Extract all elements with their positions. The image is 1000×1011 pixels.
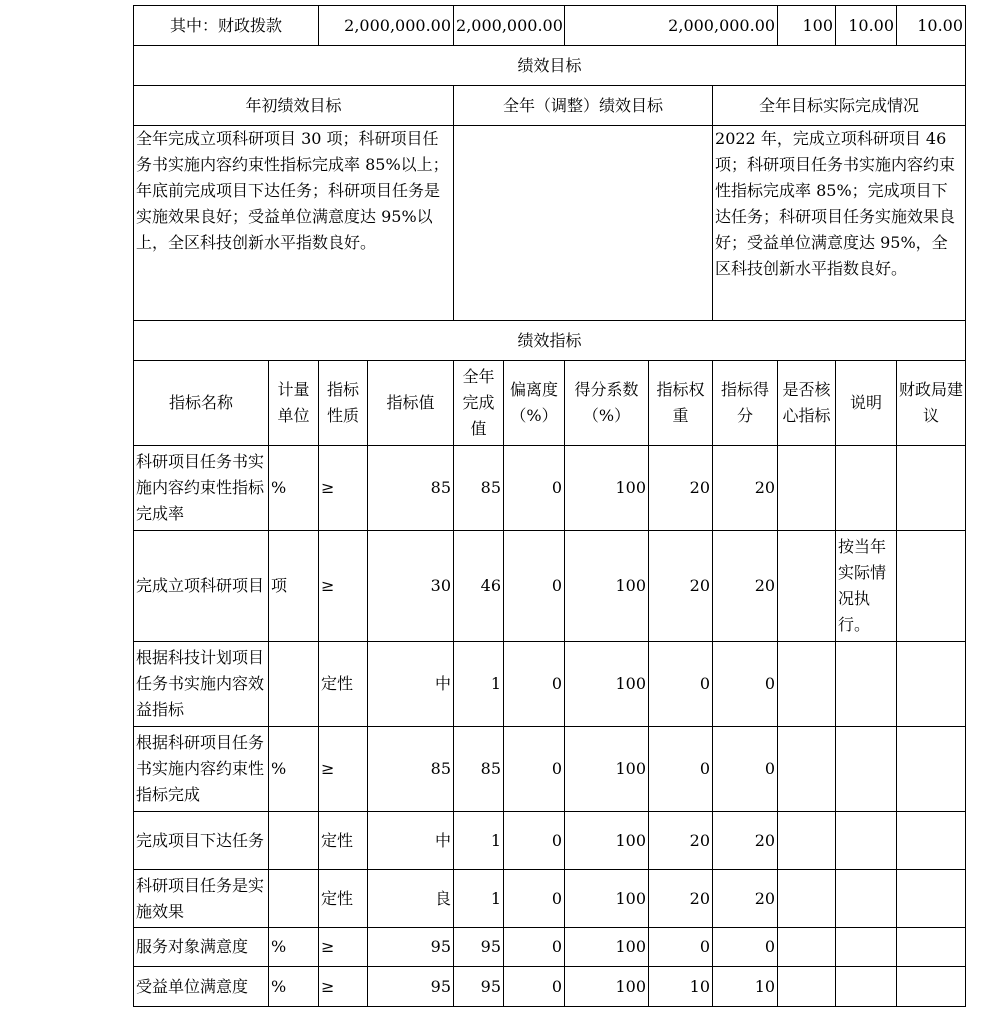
header-nature: 指标性质 xyxy=(319,361,368,446)
indicator-row xyxy=(134,531,966,642)
indicator-nature: ≥ xyxy=(319,727,368,812)
indicator-row xyxy=(134,727,966,812)
indicator-unit: 项 xyxy=(269,531,319,642)
indicator-row xyxy=(134,642,966,727)
indicator-note xyxy=(836,967,897,1007)
header-name: 指标名称 xyxy=(134,361,269,446)
indicator-nature: ≥ xyxy=(319,446,368,531)
indicator-core xyxy=(778,727,836,812)
goals-header-row xyxy=(134,86,966,126)
indicator-advice xyxy=(897,446,966,531)
indicator-core xyxy=(778,812,836,870)
indicator-name: 科研项目任务书实施内容约束性指标完成率 xyxy=(134,446,269,531)
indicator-actual: 1 xyxy=(454,812,504,870)
indicator-unit xyxy=(269,812,319,870)
indicator-note xyxy=(836,812,897,870)
funding-budget-initial: 2,000,000.00 xyxy=(319,6,454,46)
indicator-advice xyxy=(897,727,966,812)
indicator-deviation: 0 xyxy=(504,727,565,812)
indicator-advice xyxy=(897,928,966,967)
indicator-advice xyxy=(897,870,966,928)
indicator-target: 85 xyxy=(368,727,454,812)
indicator-coef: 100 xyxy=(565,727,649,812)
goals-adjusted-text xyxy=(454,126,713,321)
indicator-target: 中 xyxy=(368,642,454,727)
indicator-score: 20 xyxy=(713,531,778,642)
indicator-note xyxy=(836,727,897,812)
indicator-core xyxy=(778,967,836,1007)
indicator-weight: 20 xyxy=(649,446,713,531)
indicator-row xyxy=(134,812,966,870)
indicator-nature: ≥ xyxy=(319,967,368,1007)
indicator-deviation: 0 xyxy=(504,531,565,642)
indicator-unit: % xyxy=(269,446,319,531)
indicator-target: 95 xyxy=(368,928,454,967)
indicator-coef: 100 xyxy=(565,531,649,642)
indicator-core xyxy=(778,642,836,727)
funding-executed: 2,000,000.00 xyxy=(565,6,778,46)
indicator-nature: 定性 xyxy=(319,870,368,928)
indicator-actual: 95 xyxy=(454,967,504,1007)
indicator-score: 0 xyxy=(713,928,778,967)
indicator-target: 30 xyxy=(368,531,454,642)
performance-table xyxy=(133,5,966,1007)
indicator-unit: % xyxy=(269,967,319,1007)
header-advice: 财政局建议 xyxy=(897,361,966,446)
indicator-nature: 定性 xyxy=(319,642,368,727)
indicator-name: 根据科研项目任务书实施内容约束性指标完成 xyxy=(134,727,269,812)
indicator-score: 0 xyxy=(713,642,778,727)
goals-section-row xyxy=(134,46,966,86)
indicator-row xyxy=(134,967,966,1007)
indicator-score: 20 xyxy=(713,446,778,531)
indicator-deviation: 0 xyxy=(504,446,565,531)
header-unit: 计量单位 xyxy=(269,361,319,446)
indicator-name: 完成项目下达任务 xyxy=(134,812,269,870)
header-weight: 指标权重 xyxy=(649,361,713,446)
indicator-actual: 1 xyxy=(454,642,504,727)
goals-actual-text: 2022 年，完成立项科研项目 46 项；科研项目任务书实施内容约束性指标完成率 85%；完成项目下达任务；科研项目任务实施效果良好；受益单位满意度达 95%，全区科技创新水平指数良好。 xyxy=(713,126,966,321)
indicator-actual: 95 xyxy=(454,928,504,967)
indicator-target: 中 xyxy=(368,812,454,870)
indicator-score: 10 xyxy=(713,967,778,1007)
goals-col-adjusted: 全年（调整）绩效目标 xyxy=(454,86,713,126)
indicator-row xyxy=(134,446,966,531)
indicator-core xyxy=(778,928,836,967)
indicator-note xyxy=(836,870,897,928)
indicator-weight: 10 xyxy=(649,967,713,1007)
funding-weight: 10.00 xyxy=(836,6,897,46)
indicator-core xyxy=(778,531,836,642)
indicator-nature: ≥ xyxy=(319,928,368,967)
indicator-coef: 100 xyxy=(565,928,649,967)
header-actual: 全年完成值 xyxy=(454,361,504,446)
goals-col-initial: 年初绩效目标 xyxy=(134,86,454,126)
indicator-unit: % xyxy=(269,928,319,967)
header-core: 是否核心指标 xyxy=(778,361,836,446)
performance-sheet xyxy=(133,5,965,1006)
indicator-name: 科研项目任务是实施效果 xyxy=(134,870,269,928)
indicator-row xyxy=(134,928,966,967)
indicator-nature: ≥ xyxy=(319,531,368,642)
indicator-coef: 100 xyxy=(565,870,649,928)
indicator-row xyxy=(134,870,966,928)
indicator-note xyxy=(836,928,897,967)
funding-budget-adjusted: 2,000,000.00 xyxy=(454,6,565,46)
indicator-weight: 0 xyxy=(649,928,713,967)
indicator-name: 服务对象满意度 xyxy=(134,928,269,967)
indicator-core xyxy=(778,870,836,928)
indicator-weight: 20 xyxy=(649,812,713,870)
indicator-coef: 100 xyxy=(565,446,649,531)
indicator-actual: 85 xyxy=(454,446,504,531)
indicator-name: 根据科技计划项目任务书实施内容效益指标 xyxy=(134,642,269,727)
indicator-coef: 100 xyxy=(565,812,649,870)
indicator-deviation: 0 xyxy=(504,967,565,1007)
indicator-name: 受益单位满意度 xyxy=(134,967,269,1007)
goals-initial-text: 全年完成立项科研项目 30 项；科研项目任务书实施内容约束性指标完成率 85%以上；年底前完成项目下达任务；科研项目任务是实施效果良好；受益单位满意度达 95%以上，全区科技创新水平指数良好。 xyxy=(134,126,454,321)
indicator-coef: 100 xyxy=(565,967,649,1007)
header-score: 指标得分 xyxy=(713,361,778,446)
indicator-target: 良 xyxy=(368,870,454,928)
indicator-advice xyxy=(897,967,966,1007)
indicator-target: 85 xyxy=(368,446,454,531)
indicator-actual: 46 xyxy=(454,531,504,642)
indicator-weight: 20 xyxy=(649,531,713,642)
indicator-weight: 0 xyxy=(649,642,713,727)
indicators-section-title: 绩效指标 xyxy=(134,321,966,361)
goals-col-actual: 全年目标实际完成情况 xyxy=(713,86,966,126)
indicator-score: 20 xyxy=(713,870,778,928)
indicator-deviation: 0 xyxy=(504,870,565,928)
header-deviation: 偏离度（%） xyxy=(504,361,565,446)
goals-section-title: 绩效目标 xyxy=(134,46,966,86)
indicator-note xyxy=(836,642,897,727)
indicator-actual: 85 xyxy=(454,727,504,812)
indicator-unit: % xyxy=(269,727,319,812)
indicator-deviation: 0 xyxy=(504,928,565,967)
header-note: 说明 xyxy=(836,361,897,446)
indicator-core xyxy=(778,446,836,531)
indicator-score: 20 xyxy=(713,812,778,870)
indicators-header-row xyxy=(134,361,966,446)
funding-score: 10.00 xyxy=(897,6,966,46)
funding-label: 其中：财政拨款 xyxy=(134,6,319,46)
goals-content-row xyxy=(134,126,966,321)
indicator-deviation: 0 xyxy=(504,812,565,870)
indicator-note: 按当年实际情况执行。 xyxy=(836,531,897,642)
funding-row xyxy=(134,6,966,46)
indicator-advice xyxy=(897,642,966,727)
indicator-note xyxy=(836,446,897,531)
indicator-weight: 20 xyxy=(649,870,713,928)
indicator-advice xyxy=(897,531,966,642)
indicator-weight: 0 xyxy=(649,727,713,812)
header-coef: 得分系数（%） xyxy=(565,361,649,446)
indicator-target: 95 xyxy=(368,967,454,1007)
funding-rate: 100 xyxy=(778,6,836,46)
indicator-advice xyxy=(897,812,966,870)
header-target: 指标值 xyxy=(368,361,454,446)
indicator-unit xyxy=(269,642,319,727)
indicator-nature: 定性 xyxy=(319,812,368,870)
indicator-score: 0 xyxy=(713,727,778,812)
indicator-deviation: 0 xyxy=(504,642,565,727)
indicators-section-row xyxy=(134,321,966,361)
indicator-coef: 100 xyxy=(565,642,649,727)
indicator-actual: 1 xyxy=(454,870,504,928)
indicator-name: 完成立项科研项目 xyxy=(134,531,269,642)
indicator-unit xyxy=(269,870,319,928)
